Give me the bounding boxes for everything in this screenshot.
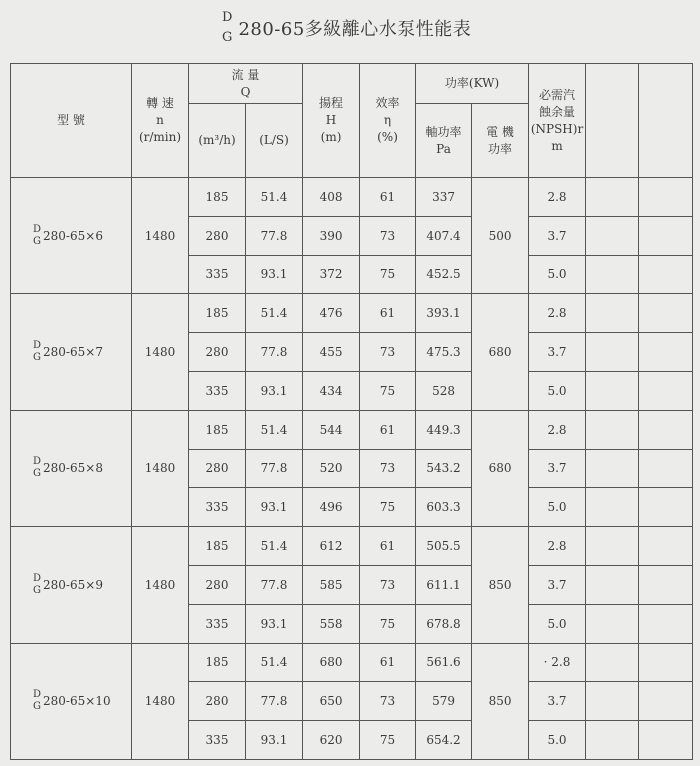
blank-cell — [586, 333, 639, 372]
blank-cell — [586, 178, 639, 217]
motor-power-cell: 500 — [472, 178, 529, 294]
page-title — [222, 6, 471, 50]
flow-m3h-cell: 335 — [189, 488, 246, 527]
head-cell: 434 — [303, 371, 360, 410]
flow-m3h-cell: 280 — [189, 565, 246, 604]
speed-cell: 1480 — [132, 527, 189, 643]
motor-power-cell: 850 — [472, 643, 529, 759]
flow-ls-cell: 77.8 — [246, 333, 303, 372]
head-cell: 585 — [303, 565, 360, 604]
table-row — [11, 294, 693, 333]
flow-m3h-cell: 280 — [189, 682, 246, 721]
efficiency-cell: 61 — [360, 527, 416, 566]
head-cell: 408 — [303, 178, 360, 217]
efficiency-cell: 61 — [360, 410, 416, 449]
npsh-cell: 5.0 — [529, 488, 586, 527]
model-name: 280-65×7 — [43, 345, 103, 360]
efficiency-cell: 75 — [360, 721, 416, 760]
blank-cell — [586, 294, 639, 333]
shaft-power-cell: 452.5 — [416, 255, 472, 294]
blank-cell — [586, 216, 639, 255]
flow-m3h-cell: 335 — [189, 371, 246, 410]
model-cell — [11, 294, 132, 410]
efficiency-cell: 73 — [360, 565, 416, 604]
head-cell: 650 — [303, 682, 360, 721]
header-head: 揚程 H (m) — [303, 64, 360, 178]
efficiency-cell: 73 — [360, 216, 416, 255]
model-cell — [11, 527, 132, 643]
npsh-cell: 3.7 — [529, 565, 586, 604]
header-efficiency: 效率 η (%) — [360, 64, 416, 178]
head-cell: 372 — [303, 255, 360, 294]
shaft-power-cell: 579 — [416, 682, 472, 721]
head-cell: 680 — [303, 643, 360, 682]
efficiency-cell: 73 — [360, 449, 416, 488]
efficiency-cell: 61 — [360, 643, 416, 682]
model-prefix: D G — [33, 572, 42, 596]
title-text: 280-65多級離心水泵性能表 — [238, 19, 472, 40]
shaft-power-cell: 603.3 — [416, 488, 472, 527]
blank-column-header — [586, 64, 639, 178]
flow-ls-cell: 93.1 — [246, 721, 303, 760]
head-cell: 612 — [303, 527, 360, 566]
blank-cell — [639, 604, 693, 643]
npsh-cell: 5.0 — [529, 371, 586, 410]
flow-m3h-cell: 280 — [189, 449, 246, 488]
speed-cell: 1480 — [132, 178, 189, 294]
npsh-cell: 2.8 — [529, 410, 586, 449]
npsh-cell: 2.8 — [529, 178, 586, 217]
motor-power-cell: 680 — [472, 294, 529, 410]
shaft-power-cell: 407.4 — [416, 216, 472, 255]
model-cell — [11, 178, 132, 294]
head-cell: 544 — [303, 410, 360, 449]
efficiency-cell: 61 — [360, 294, 416, 333]
shaft-power-cell: 561.6 — [416, 643, 472, 682]
head-cell: 476 — [303, 294, 360, 333]
npsh-cell: 3.7 — [529, 333, 586, 372]
flow-m3h-cell: 335 — [189, 255, 246, 294]
model-name: 280-65×9 — [43, 577, 103, 592]
blank-cell — [586, 604, 639, 643]
table-body — [11, 178, 693, 760]
blank-cell — [639, 294, 693, 333]
speed-cell: 1480 — [132, 410, 189, 526]
shaft-power-cell: 449.3 — [416, 410, 472, 449]
performance-table — [10, 63, 693, 760]
flow-m3h-cell: 185 — [189, 410, 246, 449]
blank-cell — [586, 371, 639, 410]
blank-cell — [586, 410, 639, 449]
blank-cell — [639, 721, 693, 760]
flow-m3h-cell: 185 — [189, 294, 246, 333]
flow-m3h-cell: 185 — [189, 643, 246, 682]
model-prefix: D G — [33, 223, 42, 247]
flow-m3h-cell: 280 — [189, 333, 246, 372]
flow-ls-cell: 77.8 — [246, 216, 303, 255]
blank-cell — [586, 255, 639, 294]
flow-ls-cell: 77.8 — [246, 449, 303, 488]
model-name: 280-65×10 — [43, 694, 111, 709]
flow-ls-cell: 93.1 — [246, 604, 303, 643]
blank-cell — [639, 410, 693, 449]
blank-cell — [639, 682, 693, 721]
blank-cell — [639, 449, 693, 488]
efficiency-cell: 75 — [360, 604, 416, 643]
flow-m3h-cell: 185 — [189, 178, 246, 217]
model-prefix: D G — [33, 689, 42, 713]
table-row — [11, 527, 693, 566]
blank-column-header — [639, 64, 693, 178]
blank-cell — [639, 371, 693, 410]
efficiency-cell: 75 — [360, 255, 416, 294]
npsh-cell: 3.7 — [529, 682, 586, 721]
header-motor-power: 電 機 功率 — [472, 104, 529, 178]
shaft-power-cell: 543.2 — [416, 449, 472, 488]
blank-cell — [586, 682, 639, 721]
flow-ls-cell: 51.4 — [246, 294, 303, 333]
flow-m3h-cell: 335 — [189, 604, 246, 643]
blank-cell — [639, 488, 693, 527]
header-flow-unit-ls: (L/S) — [246, 104, 303, 178]
flow-ls-cell: 51.4 — [246, 178, 303, 217]
blank-cell — [586, 721, 639, 760]
blank-cell — [639, 565, 693, 604]
npsh-cell: 2.8 — [529, 294, 586, 333]
npsh-cell: 5.0 — [529, 255, 586, 294]
flow-ls-cell: 51.4 — [246, 643, 303, 682]
efficiency-cell: 61 — [360, 178, 416, 217]
title-prefix — [222, 8, 232, 48]
flow-ls-cell: 93.1 — [246, 371, 303, 410]
blank-cell — [586, 643, 639, 682]
npsh-cell: 2.8 — [529, 527, 586, 566]
head-cell: 455 — [303, 333, 360, 372]
flow-ls-cell: 93.1 — [246, 488, 303, 527]
table-row — [11, 178, 693, 217]
blank-cell — [586, 565, 639, 604]
flow-ls-cell: 93.1 — [246, 255, 303, 294]
blank-cell — [586, 488, 639, 527]
blank-cell — [639, 527, 693, 566]
flow-ls-cell: 51.4 — [246, 410, 303, 449]
shaft-power-cell: 505.5 — [416, 527, 472, 566]
npsh-cell: · 2.8 — [529, 643, 586, 682]
blank-cell — [639, 643, 693, 682]
shaft-power-cell: 654.2 — [416, 721, 472, 760]
npsh-cell: 3.7 — [529, 216, 586, 255]
head-cell: 620 — [303, 721, 360, 760]
title-prefix-bottom: G — [222, 30, 233, 45]
blank-cell — [639, 216, 693, 255]
head-cell: 390 — [303, 216, 360, 255]
flow-m3h-cell: 335 — [189, 721, 246, 760]
model-prefix: D G — [33, 456, 42, 480]
header-npsh: 必需汽 蝕余量 (NPSH)r m — [529, 64, 586, 178]
head-cell: 496 — [303, 488, 360, 527]
table-row — [11, 410, 693, 449]
motor-power-cell: 850 — [472, 527, 529, 643]
table-row — [11, 643, 693, 682]
speed-cell: 1480 — [132, 643, 189, 759]
header-model: 型 號 — [11, 64, 132, 178]
model-name: 280-65×8 — [43, 461, 103, 476]
efficiency-cell: 73 — [360, 682, 416, 721]
motor-power-cell: 680 — [472, 410, 529, 526]
header-power: 功率(KW) — [416, 64, 529, 104]
blank-cell — [586, 527, 639, 566]
npsh-cell: 3.7 — [529, 449, 586, 488]
model-cell — [11, 643, 132, 759]
head-cell: 558 — [303, 604, 360, 643]
flow-ls-cell: 51.4 — [246, 527, 303, 566]
model-cell — [11, 410, 132, 526]
header-flow-unit-m3h: (m³/h) — [189, 104, 246, 178]
efficiency-cell: 75 — [360, 371, 416, 410]
shaft-power-cell: 678.8 — [416, 604, 472, 643]
shaft-power-cell: 528 — [416, 371, 472, 410]
flow-ls-cell: 77.8 — [246, 682, 303, 721]
shaft-power-cell: 611.1 — [416, 565, 472, 604]
shaft-power-cell: 393.1 — [416, 294, 472, 333]
header-shaft-power: 軸功率 Pa — [416, 104, 472, 178]
speed-cell: 1480 — [132, 294, 189, 410]
npsh-cell: 5.0 — [529, 604, 586, 643]
efficiency-cell: 75 — [360, 488, 416, 527]
flow-m3h-cell: 185 — [189, 527, 246, 566]
model-prefix: D G — [33, 340, 42, 364]
model-name: 280-65×6 — [43, 228, 103, 243]
shaft-power-cell: 337 — [416, 178, 472, 217]
blank-cell — [639, 178, 693, 217]
header-speed: 轉 速 n (r/min) — [132, 64, 189, 178]
shaft-power-cell: 475.3 — [416, 333, 472, 372]
head-cell: 520 — [303, 449, 360, 488]
header-flow: 流 量 Q — [189, 64, 303, 104]
title-prefix-top: D — [222, 10, 233, 25]
blank-cell — [586, 449, 639, 488]
efficiency-cell: 73 — [360, 333, 416, 372]
flow-m3h-cell: 280 — [189, 216, 246, 255]
blank-cell — [639, 333, 693, 372]
flow-ls-cell: 77.8 — [246, 565, 303, 604]
blank-cell — [639, 255, 693, 294]
npsh-cell: 5.0 — [529, 721, 586, 760]
